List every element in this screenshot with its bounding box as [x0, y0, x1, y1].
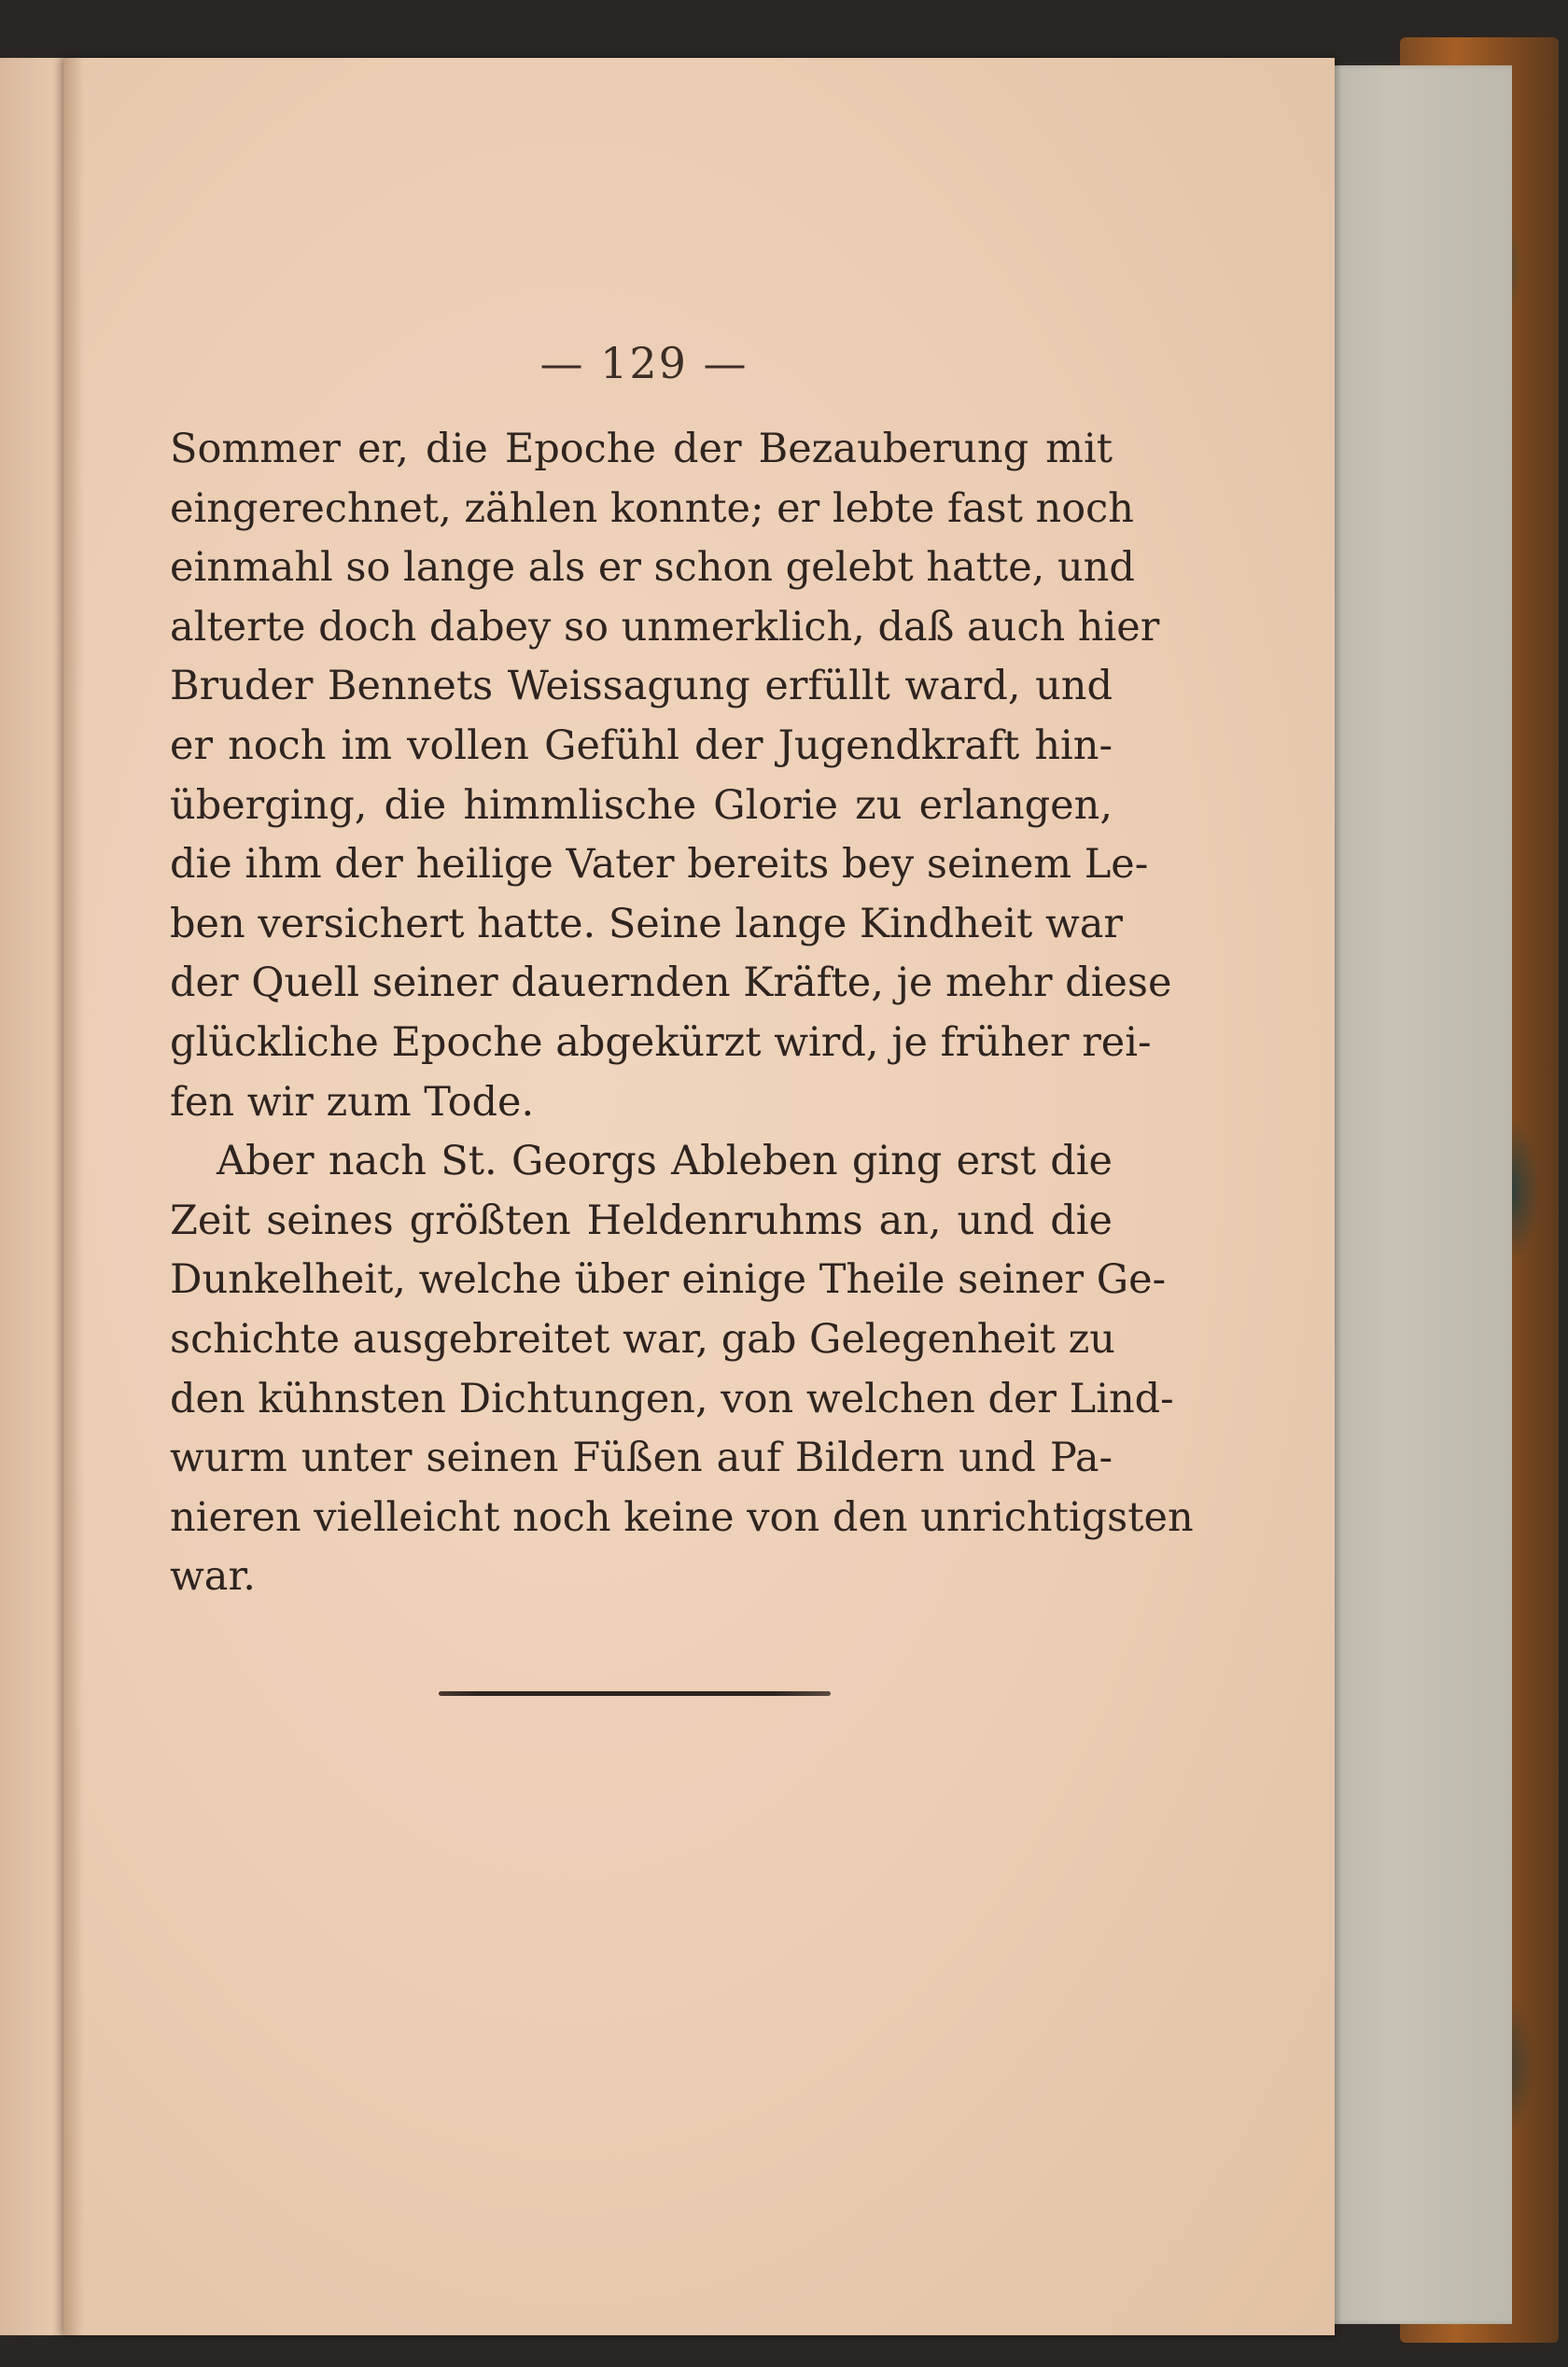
- text-line: Zeit seines größten Heldenruhms an, und die: [170, 1197, 1113, 1244]
- text-line: wurm unter seinen Füßen auf Bildern und Pa-: [170, 1435, 1113, 1482]
- text-line: schichte ausgebreitet war, gab Gelegenheit zu: [170, 1315, 1115, 1363]
- text-line: die ihm der heilige Vater bereits bey seinem Le-: [170, 841, 1149, 889]
- text-line: überging, die himmlische Glorie zu erlangen,: [170, 781, 1113, 829]
- end-rule: [439, 1691, 831, 1696]
- text-line: fen wir zum Tode.: [170, 1078, 535, 1126]
- text-line: Dunkelheit, welche über einige Theile seiner Ge-: [170, 1256, 1167, 1304]
- text-line: Aber nach St. Georgs Ableben ging erst die: [217, 1138, 1113, 1185]
- endpaper: [1311, 65, 1512, 2324]
- text-line: war.: [170, 1553, 256, 1601]
- body-text: [170, 420, 1194, 1607]
- text-line: nieren vielleicht noch keine von den unrichtigsten: [170, 1493, 1194, 1541]
- page-number: — 129 —: [539, 338, 749, 388]
- text-line: der Quell seiner dauernden Kräfte, je mehr diese: [170, 959, 1172, 1007]
- text-line: ben versichert hatte. Seine lange Kindheit war: [170, 900, 1123, 947]
- text-line: Sommer er, die Epoche der Bezauberung mit: [170, 426, 1113, 472]
- text-line: einmahl so lange als er schon gelebt hatte, und: [170, 544, 1135, 592]
- text-line: glückliche Epoche abgekürzt wird, je früher rei-: [170, 1018, 1152, 1066]
- spine-shadow: [63, 58, 84, 2335]
- text-line: er noch im vollen Gefühl der Jugendkraft hin-: [170, 721, 1113, 769]
- text-line: Bruder Bennets Weissagung erfüllt ward, und: [170, 663, 1113, 710]
- text-line: eingerechnet, zählen konnte; er lebte fast noch: [170, 484, 1134, 532]
- text-line: den kühnsten Dichtungen, von welchen der Lind-: [170, 1375, 1174, 1422]
- text-line: alterte doch dabey so unmerklich, daß auch hier: [170, 603, 1160, 651]
